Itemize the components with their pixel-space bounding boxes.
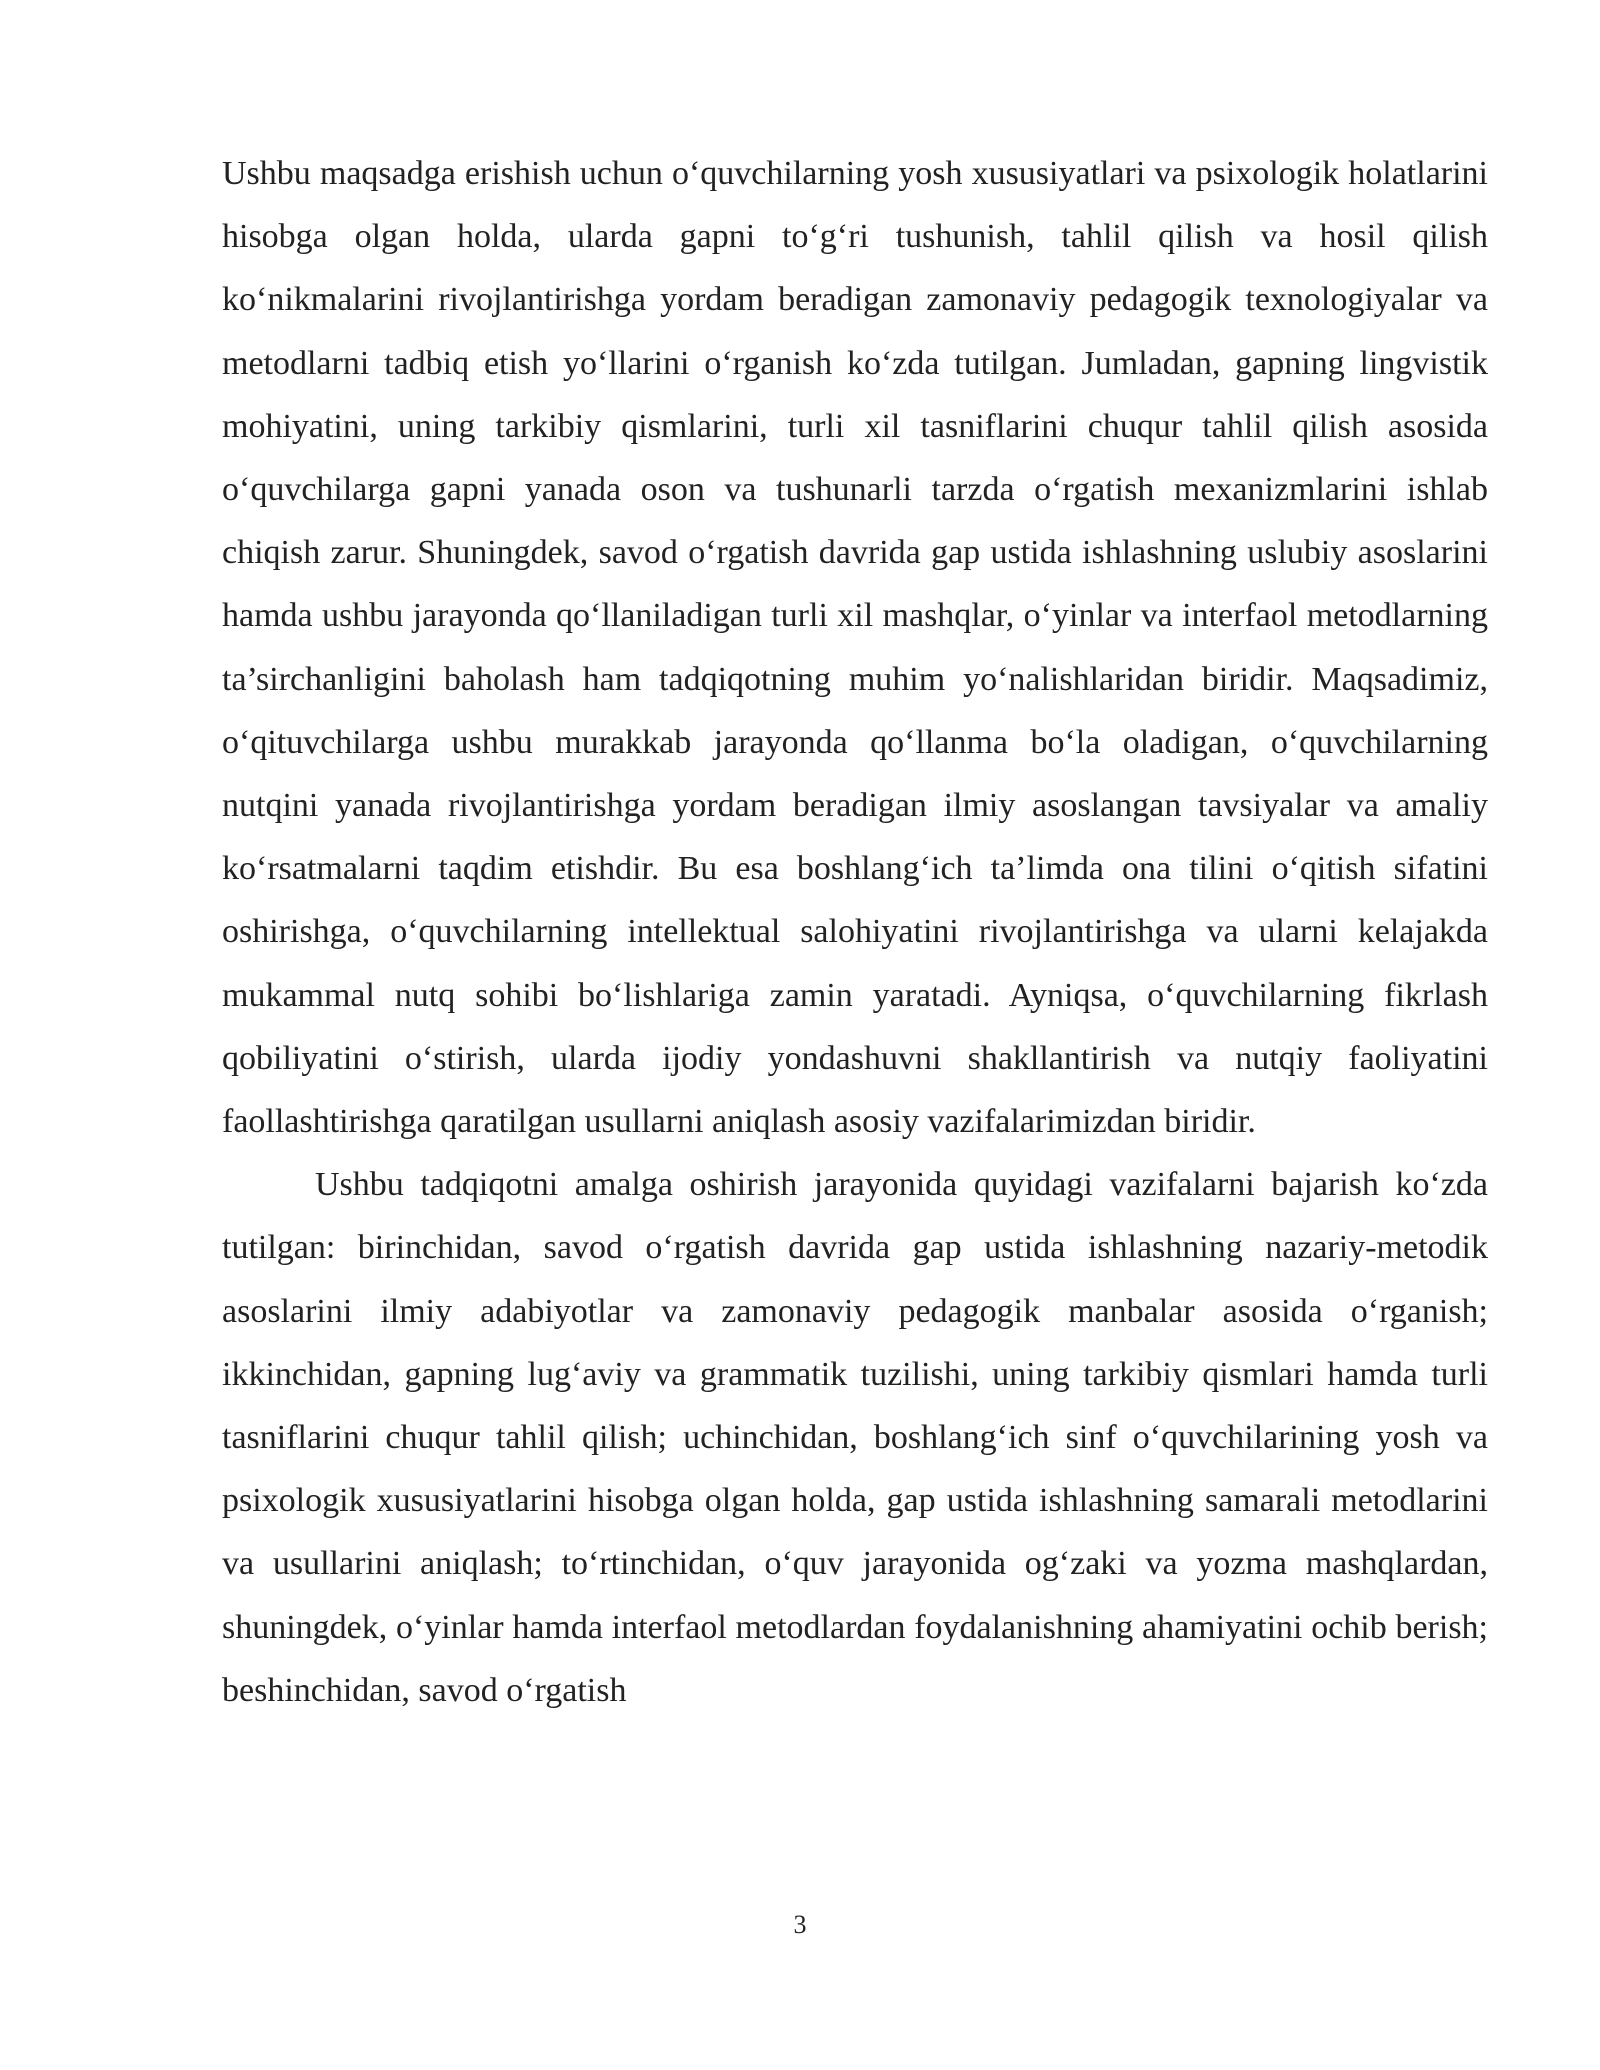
page-number: 3 [793,1910,807,1939]
paragraph-2: Ushbu tadqiqotni amalga oshirish jarayonida quyidagi vazifalarni bajarish ko‘zda tutilgan: birinchidan, savod o‘rgatish davrida gap ustida ishlashning nazariy-metodik asoslarini ilmiy adabiyotlar va zamonaviy pedagogik manbalar asosida o‘rganish; ikkinchidan, gapning lug‘aviy va grammatik tuzilishi, uning tarkibiy qismlari hamda turli tasniflarini chuqur tahlil qilish; uchinchidan, boshlang‘ich sinf o‘quvchilarining yosh va psixologik xususiyatlarini hisobga olgan holda, gap ustida ishlashning samarali metodlarini va usullarini aniqlash; to‘rtinchidan, o‘quv jarayonida og‘zaki va yozma mashqlardan, shuningdek, o‘yinlar hamda interfaol metodlardan foydalanishning ahamiyatini ochib berish; beshinchidan, savod o‘rgatish [222,1166,1488,1709]
paragraph-1: Ushbu maqsadga erishish uchun o‘quvchilarning yosh xususiyatlari va psixologik holatlarini hisobga olgan holda, ularda gapni to‘g‘ri tushunish, tahlil qilish va hosil qilish ko‘nikmalarini rivojlantirishga yordam beradigan zamonaviy pedagogik texnologiyalar va metodlarni tadbiq etish yo‘llarini o‘rganish ko‘zda tutilgan. Jumladan, gapning lingvistik mohiyatini, uning tarkibiy qismlarini, turli xil tasniflarini chuqur tahlil qilish asosida o‘quvchilarga gapni yanada oson va tushunarli tarzda o‘rgatish mexanizmlarini ishlab chiqish zarur. Shuningdek, savod o‘rgatish davrida gap ustida ishlashning uslubiy asoslarini hamda ushbu jarayonda qo‘llaniladigan turli xil mashqlar, o‘yinlar va interfaol metodlarning ta’sirchanligini baholash ham tadqiqotning muhim yo‘nalishlaridan biridir. Maqsadimiz, o‘qituvchilarga ushbu murakkab jarayonda qo‘llanma bo‘la oladigan, o‘quvchilarning nutqini yanada rivojlantirishga yordam beradigan ilmiy asoslangan tavsiyalar va amaliy ko‘rsatmalarni taqdim etishdir. Bu esa boshlang‘ich ta’limda ona tilini o‘qitish sifatini oshirishga, o‘quvchilarning intellektual salohiyatini rivojlantirishga va ularni kelajakda mukammal nutq sohibi bo‘lishlariga zamin yaratadi. Ayniqsa, o‘quvchilarning fikrlash qobiliyatini o‘stirish, ularda ijodiy yondashuvni shakllantirish va nutqiy faoliyatini faollashtirishga qaratilgan usullarni aniqlash asosiy vazifalarimizdan biridir. [222,155,1488,1141]
body-text [222,142,1488,1722]
